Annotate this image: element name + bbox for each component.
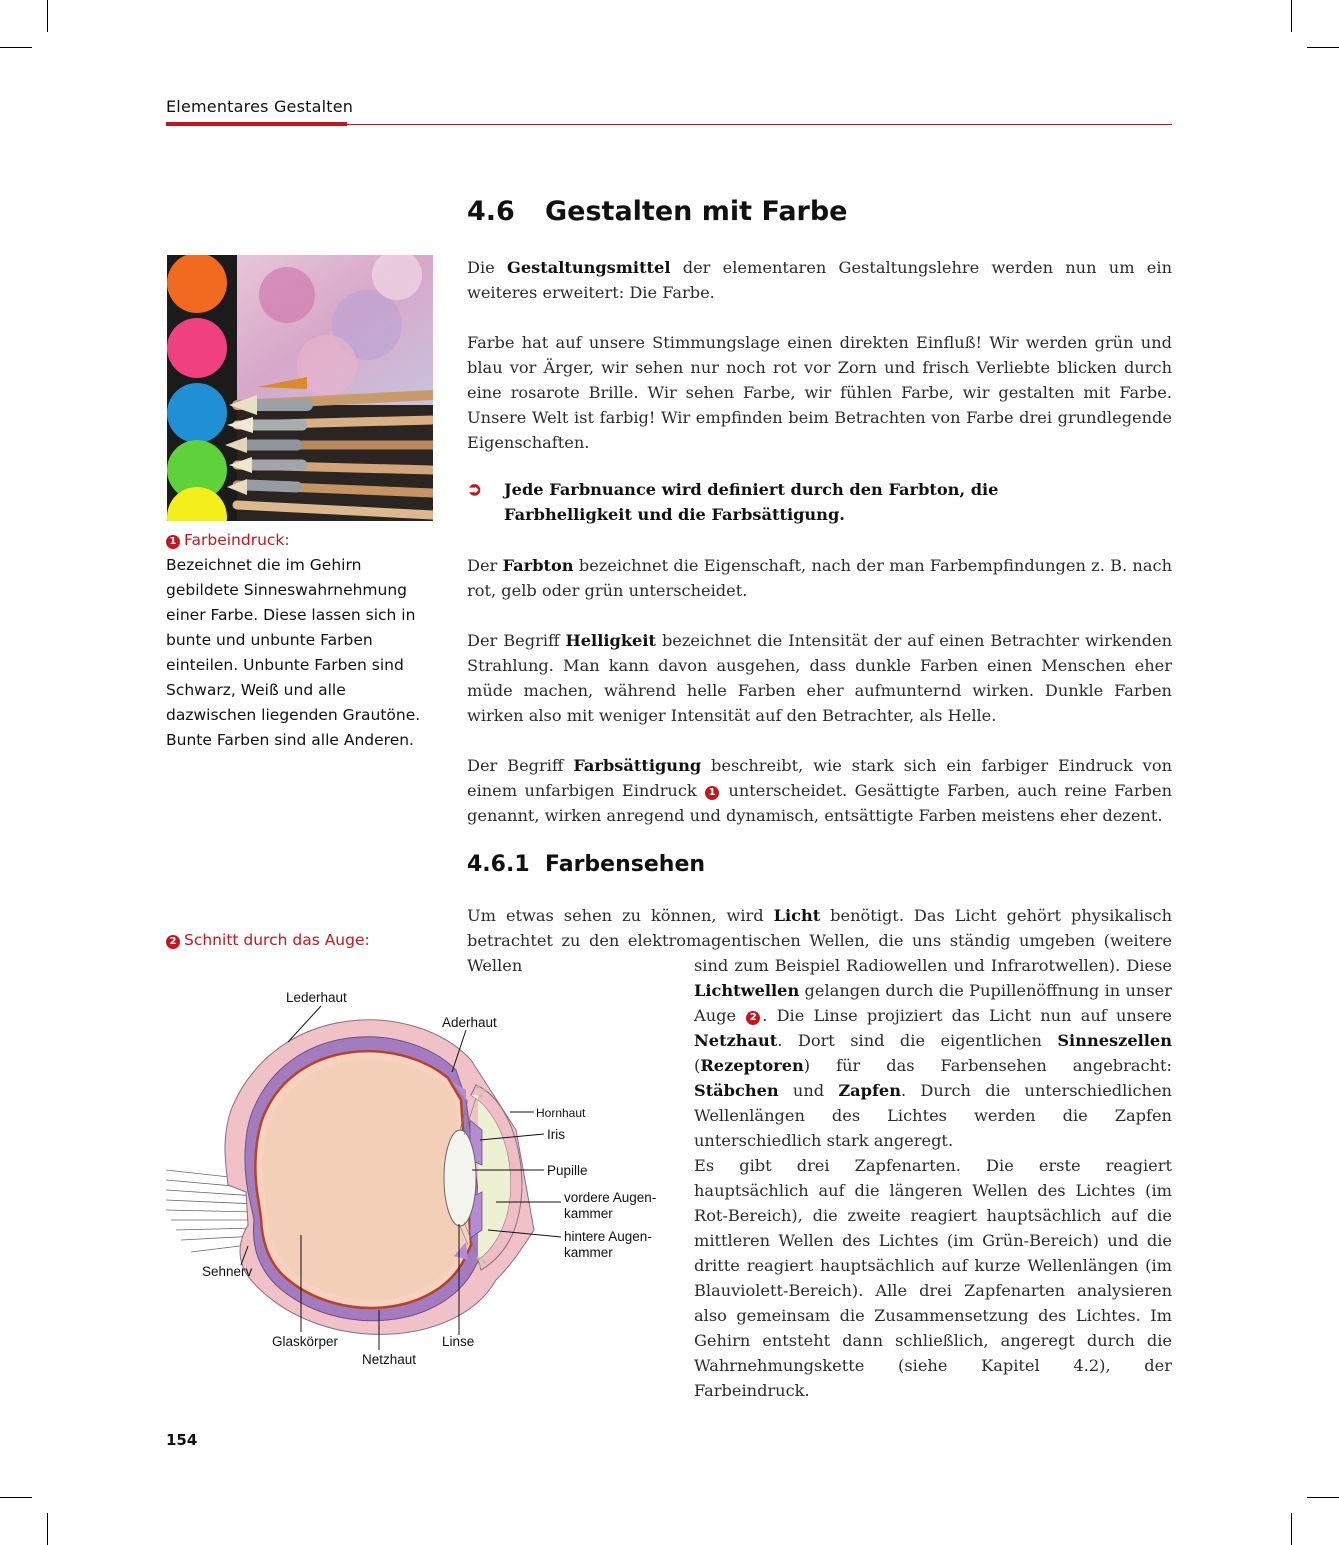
header-title: Elementares Gestalten (166, 97, 354, 116)
header-rule-accent (166, 122, 347, 126)
paragraph-intro: Die Gestaltungsmittel der elementaren Gestaltungslehre werden nun um ein weiteres erweitert: Die Farbe. (467, 258, 1172, 302)
paint-brushes-photo (167, 255, 433, 521)
caption-title: 1 Farbeindruck: (166, 528, 432, 553)
crop-mark (47, 1513, 48, 1545)
key-statement (467, 477, 1172, 527)
paragraph-mood: Farbe hat auf unsere Stimmungslage einen direkten Einfluß! Wir werden grün und blau vor Ärger, wir sehen nur noch rot vor Zorn und frisch Verliebte blicken durch eine rosarote Brille. Wir sehen Farbe, wir fühlen Farbe, wir gestalten mit Farbe. Unsere Welt ist farbig! Wir empfinden beim Betrachten von Farbe drei grundlegende Eigenschaften. (467, 333, 1172, 452)
key-statement-text: Jede Farbnuance wird definiert durch den Farbton, die Farbhelligkeit und die Farbsättigung. (504, 480, 999, 524)
arrow-icon: ➲ (467, 479, 483, 500)
label-sehnerv: Sehnerv (202, 1264, 253, 1279)
lens (444, 1130, 476, 1226)
label-vordere-augenkammer: vordere Augen- (564, 1190, 657, 1205)
eye-diagram-svg (166, 980, 676, 1370)
subsection-title: Farbensehen (545, 852, 706, 877)
crop-mark (1291, 0, 1292, 32)
crop-mark (0, 1497, 32, 1498)
label-iris: Iris (547, 1127, 565, 1142)
label-pupille: Pupille (547, 1163, 588, 1178)
label-vordere-augenkammer-2: kammer (564, 1206, 613, 1221)
caption-title: 2 Schnitt durch das Auge: (166, 928, 370, 953)
crop-mark (0, 47, 32, 48)
running-header (166, 97, 1172, 116)
paragraph-zapfenarten: Es gibt drei Zapfenarten. Die erste reagiert hauptsächlich auf die längeren Wellen des Lichtes (im Rot-Bereich), die zweite reagiert hauptsächlich auf die mittleren Wellen des Lichtes (im Grün-Bereich) und die dritte reagiert hauptsächlich auf kurze Wellenlängen (im Blauviolett-Bereich). Alle drei Zapfenarten analysieren also gemeinsam die Zusammensetzung des Lichtes. Im Gehirn entsteht dann schließlich, angeregt durch die Wahrnehmungskette (siehe Kapitel 4.2), der Farbeindruck. (694, 1156, 1172, 1400)
subsection-number: 4.6.1 (467, 852, 530, 877)
label-hintere-augenkammer-2: kammer (564, 1245, 613, 1260)
caption-text: Bezeichnet die im Gehirn gebildete Sinneswahrnehmung einer Farbe. Diese lassen sich in bunte und unbunte Farben einteilen. Unbunte Farben sind Schwarz, Weiß und alle dazwischen liegenden Grautöne. Bunte Farben sind alle Anderen. (166, 556, 421, 749)
label-linse: Linse (442, 1334, 475, 1349)
paragraph-farbton: Der Farbton bezeichnet die Eigenschaft, nach der man Farbempfindungen z. B. nach rot, gelb oder grün unterscheidet. (467, 556, 1172, 600)
paragraph-helligkeit: Der Begriff Helligkeit bezeichnet die Intensität der auf einen Betrachter wirkenden Strahlung. Man kann davon ausgehen, dass dunkle Farben einen Menschen eher müde machen, während helle Farben eher aufmunternd wirken. Dunkle Farben wirken also mit weniger Intensität auf den Betrachter, als Helle. (467, 631, 1173, 725)
paragraph-saettigung: Der Begriff Farbsättigung beschreibt, wie stark sich ein farbiger Eindruck von einem unfarbigen Eindruck 1 unterscheidet. Gesättigte Farben, auch reine Farben genannt, wirken anregend und dynamisch, entsättigte Farben meistens eher dezent. (467, 756, 1172, 825)
paint-brushes-illustration (167, 255, 433, 521)
caption-auge (166, 928, 370, 953)
label-glaskoerper: Glaskörper (272, 1334, 339, 1349)
reference-marker: 1 (705, 786, 719, 800)
crop-mark (1307, 1497, 1339, 1498)
crop-mark (47, 0, 48, 32)
paragraph-lichtwellen: sind zum Beispiel Radiowellen und Infrarotwellen). Diese Lichtwellen gelangen durch die Pupillenöffnung in unser Auge 2 . Die Linse projiziert das Licht nun auf unsere Netzhaut. Dort sind die eigentlichen Sinneszellen (Rezeptoren) für das Farbensehen angebracht: Stäbchen und Zapfen. Durch die unterschiedlichen Wellenlängen des Lichtes werden die Zapfen unterschiedlich stark angeregt. (694, 956, 1173, 1150)
vitreous-body (263, 1060, 464, 1300)
page-number: 154 (166, 1431, 198, 1449)
label-aderhaut: Aderhaut (442, 1015, 497, 1030)
crop-mark (1307, 47, 1339, 48)
subsection-heading (467, 852, 705, 877)
reference-marker: 2 (746, 1011, 760, 1025)
paragraph-licht: Um etwas sehen zu können, wird Licht benötigt. Das Licht gehört physikalisch betrachtet zu den elektromagentischen Wellen, die uns ständig umgeben (weitere Wellen (467, 906, 1173, 975)
label-lederhaut: Lederhaut (286, 990, 347, 1005)
caption-farbeindruck (166, 528, 432, 753)
section-title: Gestalten mit Farbe (545, 196, 848, 227)
reference-marker: 2 (166, 935, 180, 949)
crop-mark (1291, 1513, 1292, 1545)
label-hornhaut: Hornhaut (536, 1106, 586, 1120)
reference-marker: 1 (166, 535, 180, 549)
eye-cross-section-diagram (166, 980, 676, 1370)
label-netzhaut: Netzhaut (362, 1352, 417, 1367)
section-number: 4.6 (467, 196, 515, 227)
section-heading (467, 196, 848, 227)
label-hintere-augenkammer: hintere Augen- (564, 1229, 652, 1244)
